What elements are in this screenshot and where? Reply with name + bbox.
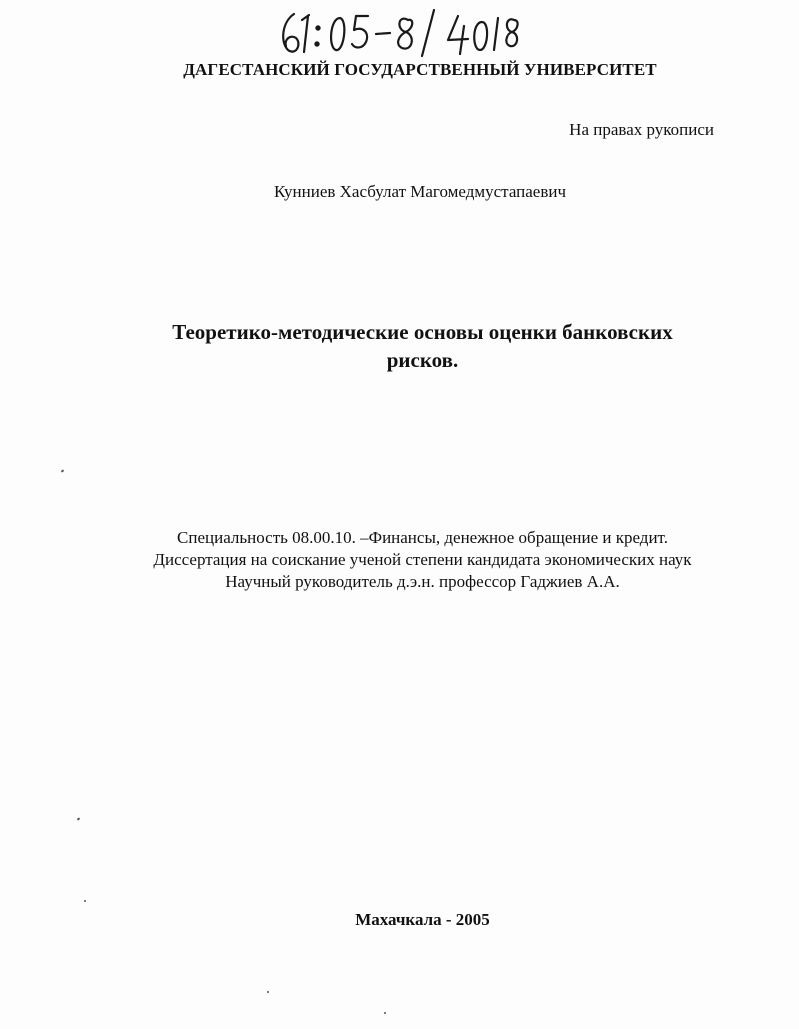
thesis-meta bbox=[0, 527, 799, 593]
handwritten-stamp bbox=[272, 4, 522, 60]
thesis-title-line-2: рисков. bbox=[386, 348, 459, 372]
thesis-title bbox=[0, 318, 799, 374]
scan-speck bbox=[61, 469, 65, 472]
advisor-line: Научный руководитель д.э.н. профессор Гаджиев А.А. bbox=[225, 572, 620, 591]
specialty-line: Специальность 08.00.10. –Финансы, денежное обращение и кредит. bbox=[177, 528, 668, 547]
thesis-title-line-1: Теоретико-методические основы оценки банковских bbox=[172, 320, 673, 344]
scan-speck bbox=[384, 1012, 386, 1014]
university-name: ДАГЕСТАНСКИЙ ГОСУДАРСТВЕННЫЙ УНИВЕРСИТЕТ bbox=[183, 60, 657, 79]
stamp-scribble-icon bbox=[272, 4, 522, 60]
scan-speck bbox=[77, 817, 81, 820]
scan-speck bbox=[84, 900, 86, 902]
rights-note: На правах рукописи bbox=[569, 120, 714, 139]
scan-speck bbox=[267, 991, 269, 993]
city-year: Махачкала - 2005 bbox=[355, 910, 490, 929]
degree-line: Диссертация на соискание ученой степени кандидата экономических наук bbox=[153, 550, 692, 569]
author-name: Кунниев Хасбулат Магомедмустапаевич bbox=[273, 182, 566, 201]
